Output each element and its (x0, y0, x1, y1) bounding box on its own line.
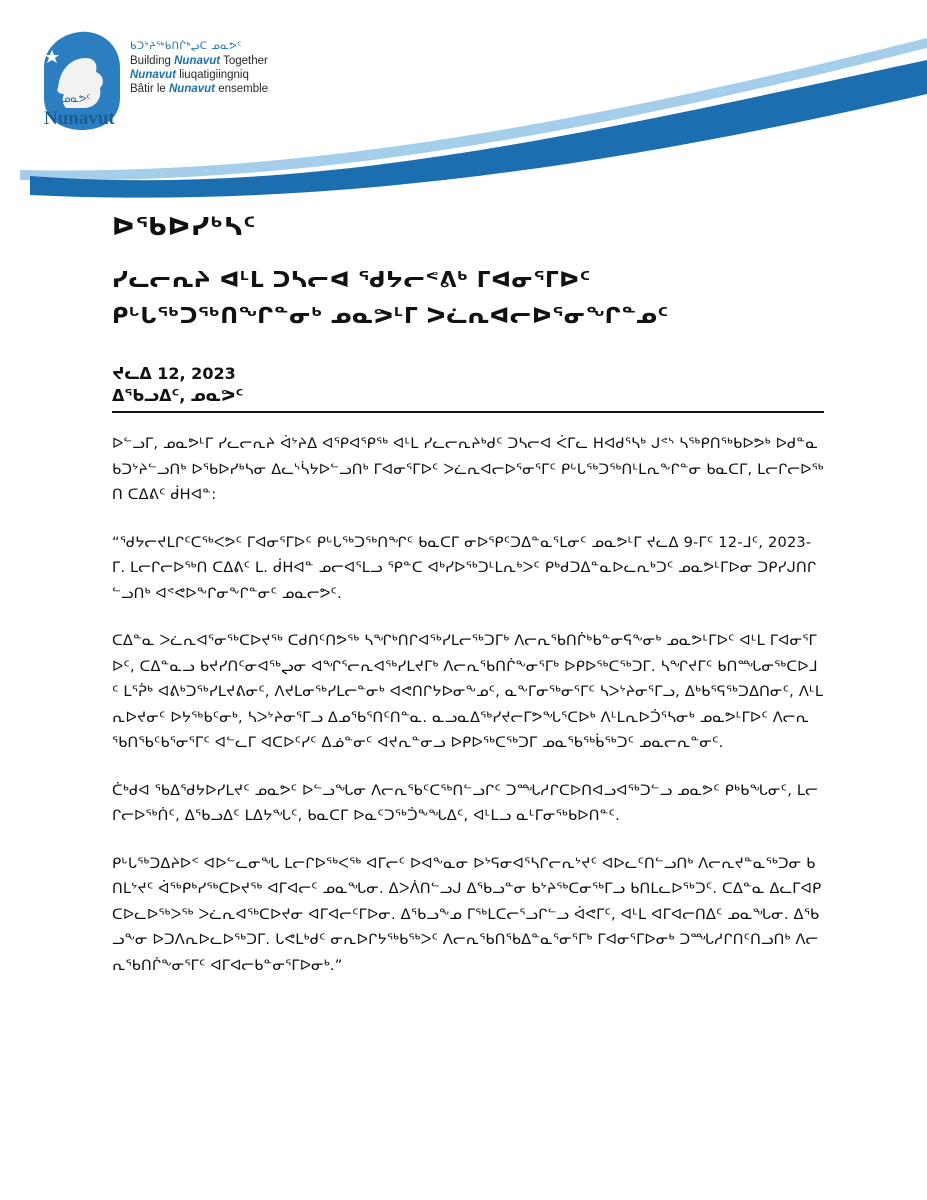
body-paragraph: ᑭᒡᒐᖅᑐᐃᔨᐅᑉ ᐊᐅᓪᓚᓂᖓ ᒪᓕᒋᐅᖅᐸᖅ ᐊᒥᓕᑦ ᐅᐊᖕᓇᓂ ᐅᔾᕋᓂᐊᕐᓴᒋᓕᕆᔾᔪᑦ ᐊᐅᓚᑦᑎᓪᓗᑎᒃ ᐱᓕᕆᔪᓐᓇᖅᑐᓂ ᑲᑎᒪᔾᔪᑦ ᐋᖅᑭᒃᓯᖅᑕᐅᔪᖅ ᐊᒥᐊᓕᑦ ᓄᓇᖓᓂ. ᐃᐳᐲᑎᓪᓗᒍ ᐃᖃᓗᓐᓂ ᑲᔾᔨᖅᑕᓂᖅᒥᓗ ᑲᑎᒪᓚᐅᖅᑐᑦ. ᑕᐃᓐᓇ ᐃᓚᒥᐊᑭᑕᐅᓚᐅᖅᐳᖅ ᐳᓛᕆᐊᖅᑕᐅᔪᓂ ᐊᒥᐊᓕᑦᒥᐅᓂ. ᐃᖃᓗᖕᓄ ᒥᖅᒪᑕᓕᕐᓗᒋᓪᓗ ᐋᕙᒥᑦ, ᐊᒻᒪ ᐊᒥᐊᓕᑎᐃᑦ ᓄᓇᖓᓂ. ᐃᖃᓗᖕᓂ ᐅᑐᐱᕆᐅᓚᐅᖅᑐᒥ. ᒐᕙᒪᒃᑯᑦ ᓂᕆᐅᒋᔭᖅᑲᖅᐳᑦ ᐱᓕᕆᖃᑎᖃᐃᓐᓇᕐᓂᕐᒥᒃ ᒥᐊᓂᕐᒥᐅᓂᒃ ᑐᙵᓱᒋᑎᑦᑎᓗᑎᒃ ᐱᓕᕆᖃᑎᒌᖕᓂᕐᒥᑦ ᐊᒥᐊᓕᑲᓐᓂᕐᒥᐅᓂᒃ.” (112, 854, 822, 974)
dateline (112, 363, 824, 407)
release-date: ᔪᓚᐃ 12, 2023 (112, 364, 236, 383)
tagline-french: Bâtir le Nunavut ensemble (130, 83, 269, 95)
logo-syllabic: ᓄᓇᕗᑦ (62, 94, 91, 105)
body-paragraph: ᑖᒃᑯᐊ ᖃᐃᖁᔭᐅᓯᒪᔪᑦ ᓄᓇᕗᑦ ᐅᓪᓗᖓᓂ ᐱᓕᕆᖃᑦᑕᖅᑎᓪᓗᒋᑦ ᑐᙵᓱᒋᑕᐅᑎᐊᓗᐊᖅᑐᓪᓗ ᓄᓇᕗᑦ ᑭᒃᑲᖓᓂᑦ, ᒪᓕᒋᓕᐅᖅᑏᑦ, ᐃᖃᓗᐃᑦ ᒪᐃᔭᖓᑦ, ᑲᓇᑕᒥ ᐅᓇᑦᑐᖅᑑᖕᖓᐃᑦ, ᐊᒻᒪᓗ ᓇᒻᒥᓂᖅᑲᐅᑎᓐᑦ. (112, 781, 818, 824)
release-location: ᐃᖃᓗᐃᑦ, ᓄᓇᕗᑦ (112, 386, 244, 405)
tagline-syllabic: ᑲᑐᔾᔨᖅᑲᑎᒌᒃᖢᑕ ᓄᓇᕗᑦ (130, 41, 242, 52)
divider-rule (112, 411, 824, 413)
tagline-inuinnaqtun: Nunavut liuqatigiingniq (130, 69, 249, 81)
press-release (112, 212, 824, 1000)
headline-line-1: ᓯᓚᓕᕆᔨ ᐊᒻᒪ ᑐᓴᓕᐊ ᖁᔭᓕᕝᕕᒃ ᒥᐊᓂᕐᒥᐅᑦ (112, 268, 591, 293)
headline-line-2: ᑭᒡᒐᖅᑐᖅᑎᖏᓐᓂᒃ ᓄᓇᕗᒻᒥ ᐳᓛᕆᐊᓕᐅᕐᓂᖏᓐᓄᑦ (112, 304, 669, 329)
body-paragraph: ᐅᓪᓗᒥ, ᓄᓇᕗᒻᒥ ᓯᓚᓕᕆᔨ ᐋᔾᔨᐃ ᐊᕿᐊᕿᖅ ᐊᒻᒪ ᓯᓚᓕᕆᔨᒃᑯᑦ ᑐᓴᓕᐊ ᐹᒥᓚ ᕼᐊᑯᕐᓴᒃ ᒍᕝᔅ ᓴᖅᑭᑎᖅᑲᐅᕗᒃ ᐅᑯᓐᓇ ᑲᑐᔾᔨᓪᓗᑎᒃ ᐅᖃᐅᓯᒃᓴᓂ ᐃᓚᔅᓵᔭᐅᓪᓗᑎᒃ ᒥᐊᓂᕐᒥᐅᑦ ᐳᓛᕆᐊᓕᐅᕐᓂᕐᒥᑦ ᑭᒡᒐᖅᑐᖅᑎᒻᒪᕆᖕᒋᓐᓂ ᑲᓇᑕᒥ, ᒪᓕᒋᓕᐅᖅᑎ ᑕᐃᕕᑦ ᑰᕼᐊᓐ: (112, 435, 824, 503)
logo-wordmark: Nunavut (44, 108, 115, 129)
body-paragraph: “ᖁᔭᓕᔪᒪᒋᑦᑕᖅᐸᕗᑦ ᒥᐊᓂᕐᒥᐅᑦ ᑭᒡᒐᖅᑐᖅᑎᖏᑦ ᑲᓇᑕᒥ ᓂᐅᕿᑦᑐᐃᓐᓇᕐᒪᓂᑦ ᓄᓇᕗᒻᒥ ᔪᓚᐃ 9-ᒥᑦ 12-ᒧᑦ, 2023-ᒥ. ᒪᓕᒋᓕᐅᖅᑎ ᑕᐃᕕᑦ ᒪ. ᑰᕼᐊᓐ ᓄᓕᐊᕐᒪᓗ ᕿᓐᑕ ᐊᒃᓯᐅᖅᑐᒻᒪᕆᒃᐳᑦ ᑭᒃᑯᑐᐃᓐᓇᐅᓚᕆᒃᑐᑦ ᓄᓇᕗᒻᒥᐅᓂ ᑐᑭᓯᒍᑎᒋᓪᓗᑎᒃ ᐊᕝᕙᐅᖕᒋᓂᖕᒋᓐᓂᑦ ᓄᓇᓕᕗᑦ. (112, 533, 817, 602)
nunavut-logo (40, 28, 122, 132)
document-type-heading: ᐅᖃᐅᓯᒃᓴᑦ (112, 212, 257, 241)
tagline-english: Building Nunavut Together (130, 55, 268, 67)
body-paragraph: ᑕᐃᓐᓇ ᐳᓛᕆᐊᕐᓂᖅᑕᐅᔪᖅ ᑕᑯᑎᑦᑎᕗᖅ ᓴᖏᒃᑎᒋᐊᖅᓯᒪᓕᖅᑐᒥᒃ ᐱᓕᕆᖃᑎᒌᒃᑲᓐᓂᕋᖕᓂᒃ ᓄᓇᕗᒻᒥᐅᑦ ᐊᒻᒪ ᒥᐊᓂᕐᒥᐅᑦ, ᑕᐃᓐᓇᓗ ᑲᔪᓯᑎᑦᓂᐊᖅᖢᓂ ᐊᖏᕐᓕᕆᐊᖅᓯᒪᔪᒥᒃ ᐱᓕᕆᖃᑎᒌᖕᓂᕐᒥᒃ ᐅᑭᐅᖅᑕᖅᑐᒥ. ᓴᖏᔪᒥᑦ ᑲᑎᙵᓂᖅᑕᐅᒧᑦ ᒪᕐᕉᒃ ᐊᕕᒃᑐᖅᓯᒪᔪᕕᓂᑦ, ᐱᔪᒪᓂᖅᓯᒪᓕᓐᓂᒃ ᐊᕙᑎᒋᔭᐅᓂᖕᓄᑦ, ᓇᖕᒥᓂᖅᓂᕐᒥᑦ ᓴᐳᔾᔨᓂᕐᒥᓗ, ᐃᒃᑲᕐᕋᖅᑐᐃᑎᓂᑦ, ᐱᒻᒪᕆᐅᔪᓂᑦ ᐅᔭᖅᑲᑦᓂᒃ, ᓴᐳᔾᔨᓂᕐᒥᓗ ᐃᓄᖃᕐᑎᑦᑎᓐᓇ. ᓇᓗᓇᐃᖅᓯᔪᓕᒥᕗᖓᕐᑕᐅᒃ ᐱᒻᒪᕆᐅᑑᕐᓴᓂᒃ ᓄᓇᕗᒻᒥᐅᑦ ᐱᓕᕆᖃᑎᖃᑦᑲᕐᓂᕐᒥᑦ ᐊᓪᓚᒥ ᐊᑕᐅᑦᓯᑦ ᐃᓅᓐᓂᑦ ᐊᔪᕆᓐᓂᓗ ᐅᑭᐅᖅᑕᖅᑐᒥ ᓄᓇᖃᖅᑳᖅᑐᑦ ᓄᓇᓕᕆᓐᓂᑦ. (112, 632, 824, 751)
header-tagline (130, 40, 268, 96)
